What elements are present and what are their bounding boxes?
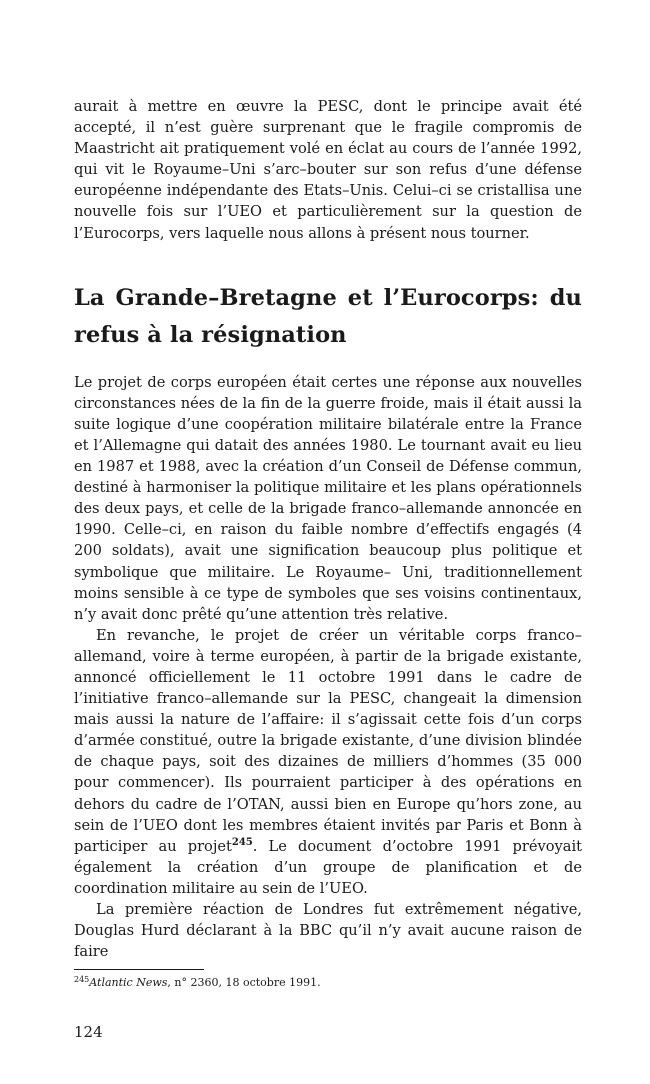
footnote bbox=[74, 975, 582, 991]
footnote-number: 245 bbox=[74, 975, 90, 985]
paragraph-2-text: En revanche, le projet de créer un véritable corps franco–allemand, voire à terme européen, à partir de la brigade existante, annoncé officiellement le 11 octobre 1991 dans le cadre de l’initiative franco–allemande sur la PESC, changeait la dimension mais aussi la nature de l’affaire: il s’agissait cette fois d’un corps d’armée constitué, outre la brigade existante, d’une division blindée de chaque pays, soit des dizaines de milliers d’hommes (35 000 pour commencer). Ils pourraient participer à des opérations en dehors du cadre de l’OTAN, aussi bien en Europe qu’hors zone, au sein de l’UEO dont les membres étaient invités par Paris et Bonn à participer au projet bbox=[74, 626, 582, 855]
body-paragraph-1: Le projet de corps européen était certes une réponse aux nouvelles circonstances nées de la fin de la guerre froide, mais il était aussi la suite logique d’une coopération militaire bilatérale entre la France et l’Allemagne qui datait des années 1980. Le tournant avait eu lieu en 1987 et 1988, avec la création d’un Conseil de Défense commun, destiné à harmoniser la politique militaire et les plans opérationnels des deux pays, et celle de la brigade franco–allemande annoncée en 1990. Celle–ci, en raison du faible nombre d’effectifs engagés (4 200 soldats), avait une signification beaucoup plus politique et symbolique que militaire. Le Royaume– Uni, traditionnellement moins sensible à ce type de symboles que ses voisins continentaux, n’y avait donc prêté qu’une attention très relative. bbox=[74, 373, 582, 623]
footnote-source-title: Atlantic News bbox=[89, 976, 168, 990]
book-page bbox=[74, 96, 582, 1043]
page-number: 124 bbox=[74, 1023, 103, 1042]
body-paragraph-2 bbox=[74, 625, 582, 899]
footnote-reference[interactable]: 245 bbox=[231, 836, 253, 848]
intro-paragraph: aurait à mettre en œuvre la PESC, dont le principe avait été accepté, il n’est guère surprenant que le fragile compromis de Maastricht ait pratiquement volé en éclat au cours de l’année 1992, qui vit le Royaume–Uni s’arc–bouter sur son refus d’une défense européenne indépendante des Etats–Unis. Celui–ci se cristallisa une nouvelle fois sur l’UEO et particulièrement sur la question de l’Eurocorps, vers laquelle nous allons à présent nous tourner. bbox=[74, 98, 582, 242]
footnote-divider bbox=[74, 969, 204, 970]
paragraph-2-text-after: . Le document d’octobre 1991 prévoyait également la création d’un groupe de planification et de coordination militaire au sein de l’UEO. bbox=[74, 837, 582, 897]
section-heading: La Grande–Bretagne et l’Eurocorps: du refus à la résignation bbox=[74, 284, 582, 348]
body-paragraph-3: La première réaction de Londres fut extrêmement négative, Douglas Hurd déclarant à la BBC qu’il n’y avait aucune raison de faire bbox=[74, 901, 582, 961]
footnote-details: , n° 2360, 18 octobre 1991. bbox=[167, 976, 321, 990]
